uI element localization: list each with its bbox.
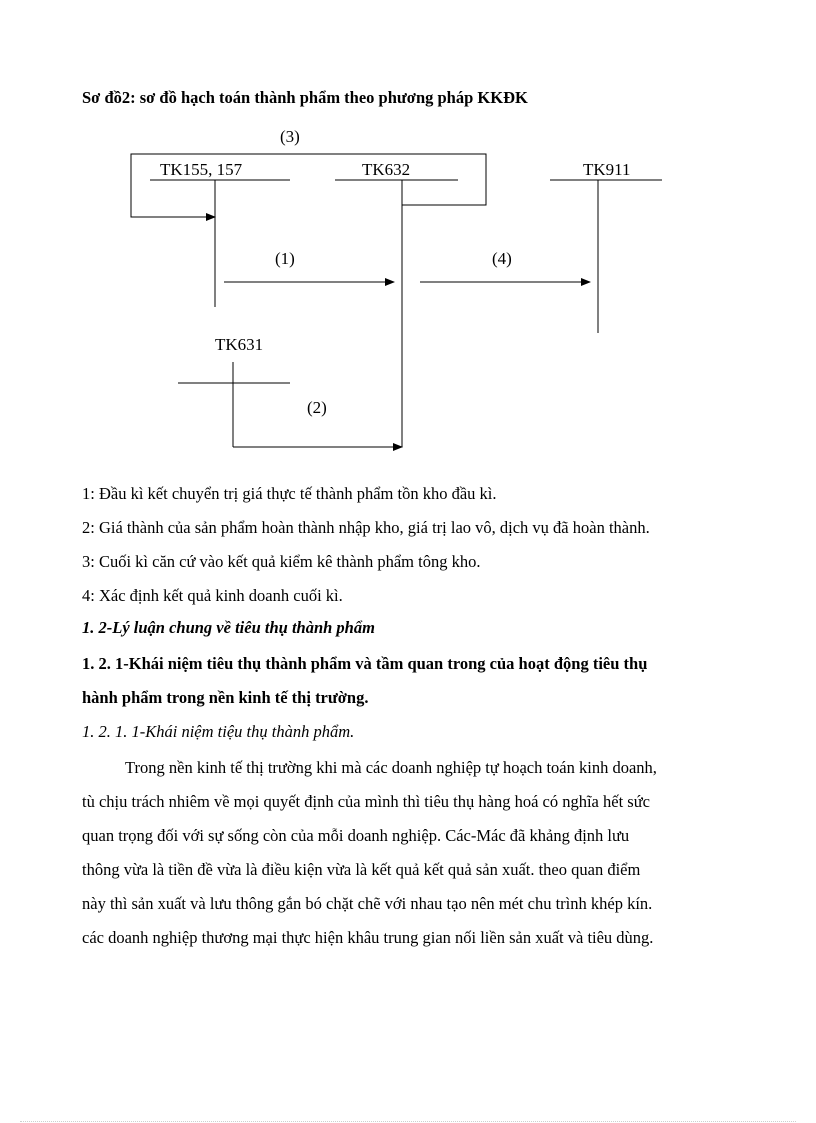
- tk911-label: TK911: [583, 160, 631, 179]
- legend-item-4: 4: Xác định kết quả kinh doanh cuối kì.: [82, 586, 343, 605]
- t-account-tk155: [150, 160, 290, 307]
- flow-1-connector: [224, 249, 394, 282]
- flow-4-label: (4): [492, 249, 512, 268]
- flow-4-connector: [420, 249, 590, 282]
- flow-2-label: (2): [307, 398, 327, 417]
- flow-1-label: (1): [275, 249, 295, 268]
- subsection-heading-line-2: hành phẩm trong nền kinh tế thị trường.: [82, 688, 369, 707]
- diagram-title: Sơ đồ2: sơ đồ hạch toán thành phẩm theo phương pháp KKĐK: [82, 88, 528, 107]
- t-account-tk632: [335, 160, 458, 447]
- t-account-tk631: [178, 335, 290, 447]
- legend-item-1: 1: Đầu kì kết chuyển trị giá thực tế thành phẩm tồn kho đầu kì.: [82, 484, 497, 503]
- flow-3-label: (3): [280, 127, 300, 146]
- paragraph-line-2: tù chịu trách nhiêm về mọi quyết định của mình thì tiêu thụ hàng hoá có nghĩa hết sức: [82, 792, 650, 811]
- tk155-label: TK155, 157: [160, 160, 243, 179]
- tk632-label: TK632: [362, 160, 411, 179]
- legend-item-2: 2: Giá thành của sản phẩm hoàn thành nhập kho, giá trị lao vô, dịch vụ đã hoàn thành.: [82, 518, 650, 537]
- t-account-tk911: [550, 160, 662, 333]
- flow-2-path: [233, 440, 402, 447]
- subsection-heading-line-1: 1. 2. 1-Khái niệm tiêu thụ thành phẩm và tầm quan trong của hoạt động tiêu thụ: [82, 654, 648, 673]
- page-bottom-border: [20, 1121, 796, 1122]
- subsubsection-heading: 1. 2. 1. 1-Khái niệm tiệu thụ thành phẩm.: [82, 722, 355, 741]
- flow-2-connector: [233, 398, 402, 447]
- legend-item-3: 3: Cuối kì căn cứ vào kết quả kiểm kê thành phẩm tông kho.: [82, 552, 481, 571]
- accounting-diagram: [0, 0, 816, 470]
- section-heading: 1. 2-Lý luận chung về tiêu thụ thành phẩm: [82, 618, 375, 637]
- tk631-label: TK631: [215, 335, 264, 354]
- paragraph-line-5: này thì sản xuất và lưu thông gắn bó chặt chẽ với nhau tạo nên mét chu trình khép kín.: [82, 894, 653, 913]
- paragraph-line-4: thông vừa là tiền đề vừa là điều kiện vừa là kết quả kết quả sản xuất. theo quan điểm: [82, 860, 641, 879]
- paragraph-line-6: các doanh nghiệp thương mại thực hiện khâu trung gian nối liền sản xuất và tiêu dùng.: [82, 928, 654, 947]
- paragraph-line-1: Trong nền kinh tế thị trường khi mà các doanh nghiệp tự hoạch toán kinh doanh,: [125, 758, 657, 777]
- paragraph-line-3: quan trọng đối với sự sống còn của mỗi doanh nghiệp. Các-Mác đã khảng định lưu: [82, 826, 630, 845]
